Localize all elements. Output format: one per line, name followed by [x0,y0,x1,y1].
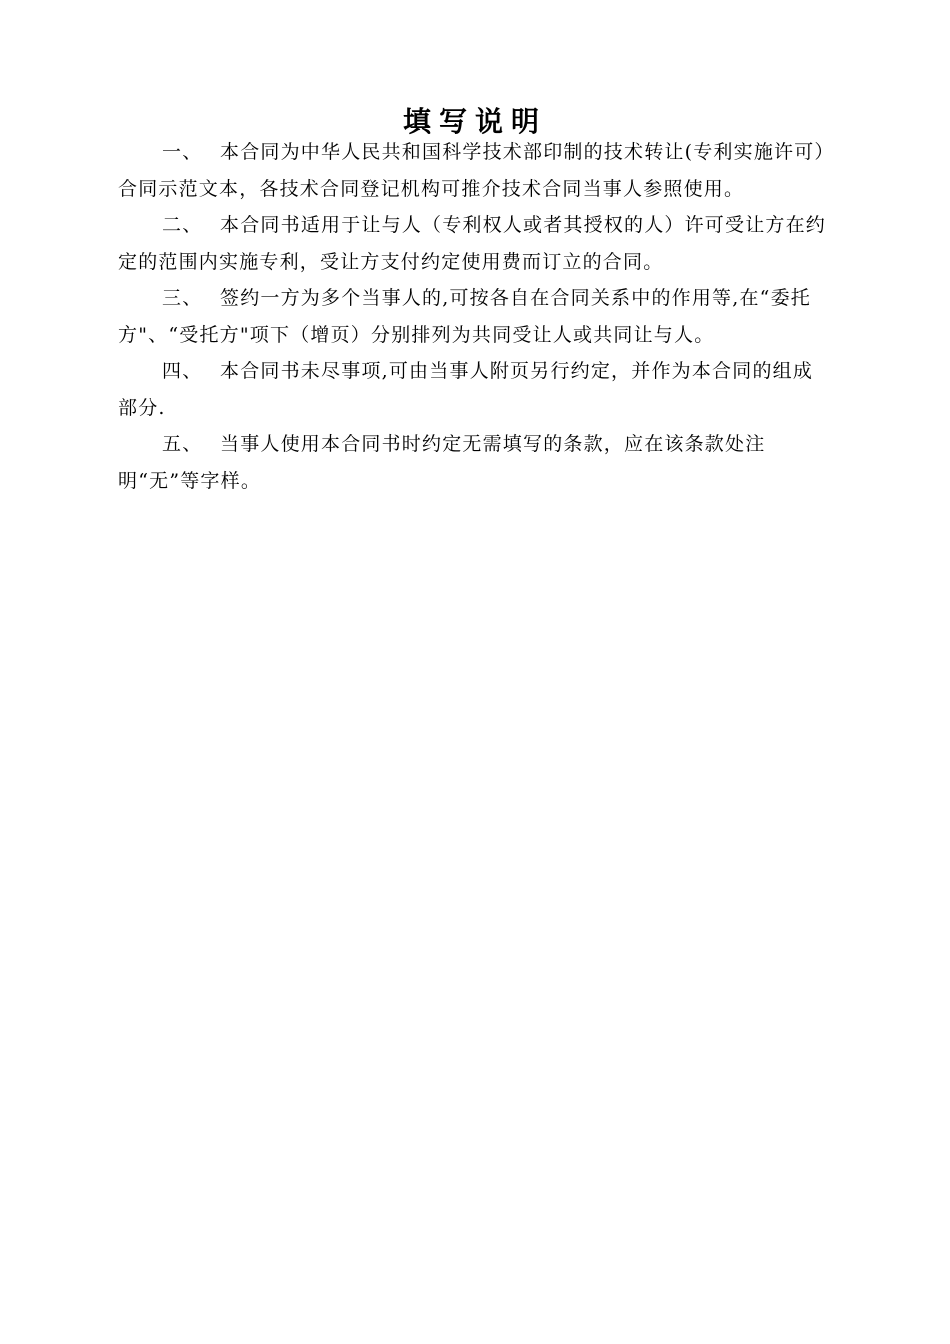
instruction-text: 本合同书适用于让与人（专利权人或者其授权的人）许可受让方在约定的范围内实施专利，受让方支付约定使用费而订立的合同。 [118,214,827,273]
instruction-text: 本合同为中华人民共和国科学技术部印制的技术转让(专利实施许可）合同示范文本，各技术合同登记机构可推介技术合同当事人参照使用。 [118,141,826,200]
instruction-number: 五、 [162,433,203,455]
instruction-item-1 [118,134,830,207]
instructions-list [118,134,830,499]
instruction-item-2 [118,207,830,280]
instruction-item-3 [118,280,830,353]
instruction-text: 签约一方为多个当事人的,可按各自在合同关系中的作用等,在“委托方"、“受托方"项下（增页）分别排列为共同受让人或共同让与人。 [118,287,811,346]
instruction-number: 二、 [162,214,203,236]
instruction-item-5 [118,426,830,499]
instruction-text: 本合同书未尽事项,可由当事人附页另行约定，并作为本合同的组成部分. [118,360,814,419]
instruction-number: 四、 [162,360,203,382]
document-title: 填写说明 [402,105,547,138]
instruction-number: 三、 [162,287,203,309]
instruction-text: 当事人使用本合同书时约定无需填写的条款，应在该条款处注明“无”等字样。 [118,433,766,492]
instruction-number: 一、 [162,141,203,163]
instruction-item-4 [118,353,830,426]
